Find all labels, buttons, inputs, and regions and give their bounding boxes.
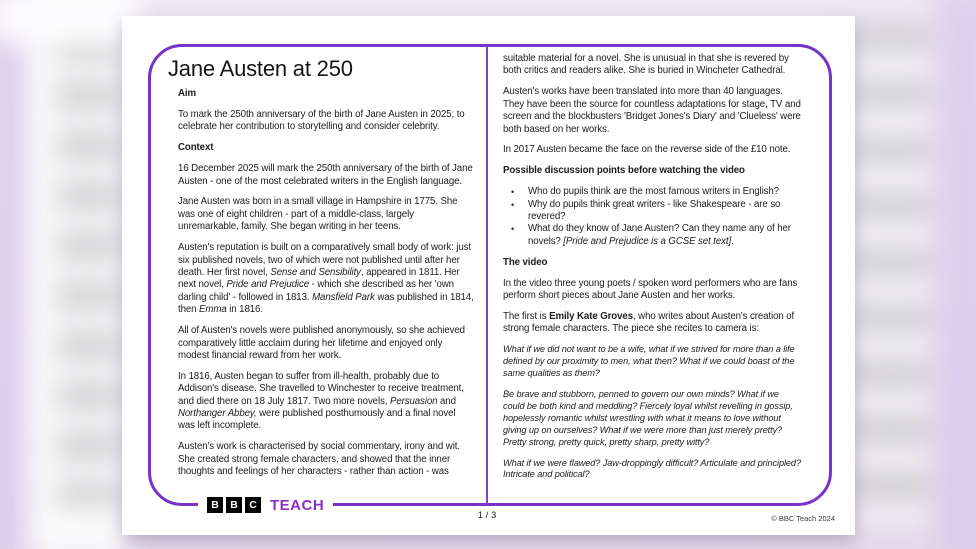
text-run: , appeared in 1811. Her next novel, <box>178 266 460 291</box>
text-run: To mark the 250th anniversary of the birth of Jane Austen in 2025; to celebrate her contribution to storytelling and consider celebrity. <box>178 108 465 133</box>
paragraph <box>503 144 802 156</box>
left-column <box>178 88 474 487</box>
copyright-notice: © BBC Teach 2024 <box>771 514 835 523</box>
italic-text: Northanger Abbey, <box>178 408 257 420</box>
text-run: Jane Austen was born in a small village in Hampshire in 1775. She was one of eight children - part of a middle-class, largely unremarkable, family. She began writing in her teens. <box>178 196 458 233</box>
quote-paragraph <box>503 344 802 380</box>
text-run: The first is <box>503 311 550 322</box>
quote-paragraph <box>503 458 802 482</box>
bold-text: Emily Kate Groves <box>549 311 633 322</box>
italic-text: Pride and Prejudice <box>226 279 310 291</box>
text-run: was published in 1814, then <box>178 291 474 316</box>
right-column <box>503 53 802 490</box>
italic-text: Emma <box>199 304 227 316</box>
column-divider <box>486 46 488 504</box>
text-run: All of Austen's novels were published anonymously, so she achieved comparatively little acclaim during her lifetime and enjoyed only modest financial reward from her work. <box>178 325 465 361</box>
text-run: Austen's works have been translated into more than 40 languages. They have been the source for countless adaptations for stage, TV and screen and the blockbusters 'Bridget Jones's Diary' and 'Clueless' were both based on her works. <box>503 86 801 135</box>
paragraph <box>503 86 802 136</box>
paragraph <box>178 196 474 233</box>
text-run: What if we were flawed? Jaw-droppingly difficult? Articulate and principled? Intricate and political? <box>503 457 801 480</box>
text-run: , who writes about Austen's creation of strong female characters. The piece she recites to camera is: <box>503 311 795 335</box>
bbc-teach-logo <box>198 495 333 515</box>
bbc-logo-block-2: B <box>226 497 242 513</box>
text-run: In 1816, Austen began to suffer from ill-health, probably due to Addison's disease. She travelled to Winchester to receive treatment, and died there on 18 July 1817. Two more novels, <box>178 370 464 407</box>
document-title: Jane Austen at 250 <box>168 56 353 81</box>
teach-wordmark: TEACH <box>270 496 325 514</box>
page-indicator: 1 / 3 <box>477 510 497 521</box>
background-blur-corner <box>0 0 140 43</box>
text-run: - which she described as her 'own darling child' - followed in 1813. <box>178 279 454 303</box>
text-run: and <box>437 395 456 407</box>
text-run: Austen's reputation is built on a comparatively small body of work: just six published novels, two of which were not published until after her death. Her first novel, <box>178 242 471 278</box>
paragraph <box>178 109 474 134</box>
background-blur-band-right <box>937 0 976 549</box>
text-run: were published posthumously and a final novel was left incomplete. <box>178 408 456 432</box>
quote-paragraph <box>503 389 802 449</box>
background-blur-text-right <box>850 25 934 525</box>
paragraph <box>503 311 802 336</box>
text-run: 16 December 2025 will mark the 250th anniversary of the birth of Jane Austen - one of the most celebrated writers in the English language. <box>178 163 473 187</box>
section-heading: Aim <box>178 88 197 99</box>
text-run: Who do pupils think are the most famous writers in English? <box>528 186 779 198</box>
italic-text: Persuasion <box>389 395 438 407</box>
text-run: Austen's work is characterised by social commentary, irony and wit. She created strong female characters, and showed that the inner thoughts and feelings of her characters - rather than action - was <box>178 441 460 478</box>
text-run: In the video three young poets / spoken word performers who are fans perform short pieces about Jane Austen and her works. <box>503 277 798 302</box>
bbc-logo-block-3: C <box>245 497 261 513</box>
text-run: suitable material for a novel. She is unusual in that she is revered by both critics and readers alike. She is buried in Wincheter Cathedral. <box>503 53 789 77</box>
paragraph <box>178 163 474 188</box>
background-blur-text-left <box>56 35 122 505</box>
text-run: . <box>731 235 734 247</box>
paragraph <box>503 53 802 78</box>
italic-text: [Pride and Prejudice is a GCSE set text] <box>563 235 732 247</box>
text-run: What do they know of Jane Austen? Can they name any of her novels? <box>528 223 791 247</box>
text-run: Be brave and stubborn, penned to govern our own minds? What if we could be both kind and meddling? Fiercely loyal whilst revelling in gossip, hopelessly romantic whilst wrestling with what it means to love without giving up on ourselves? What if we were more than just merely pretty? Pretty strong, pretty quick, pretty sharp, pretty witty? <box>503 389 793 447</box>
bbc-logo-block-1: B <box>207 497 223 513</box>
bullet-item <box>503 223 802 248</box>
text-run: In 2017 Austen became the face on the reverse side of the £10 note. <box>503 144 791 156</box>
italic-text: Sense and Sensibility <box>270 266 361 278</box>
text-run: Why do pupils think great writers - like Shakespeare - are so revered? <box>528 198 781 223</box>
paragraph <box>178 325 474 362</box>
text-run: in 1816. <box>226 304 263 316</box>
document-page <box>122 16 855 535</box>
paragraph <box>178 242 474 316</box>
paragraph <box>503 278 802 303</box>
section-heading: Context <box>178 142 214 154</box>
paragraph <box>178 441 474 478</box>
bullet-item <box>503 199 802 224</box>
bullet-list <box>503 186 802 248</box>
paragraph <box>178 371 474 433</box>
bullet-item <box>503 186 802 198</box>
text-run: What if we did not want to be a wife, what if we strived for more than a life defined by our proximity to men, what then? What if we could boast of the same qualities as them? <box>503 344 795 379</box>
italic-text: Mansfield Park <box>312 291 375 303</box>
section-heading: The video <box>503 256 548 268</box>
section-heading: Possible discussion points before watching the video <box>503 165 745 177</box>
